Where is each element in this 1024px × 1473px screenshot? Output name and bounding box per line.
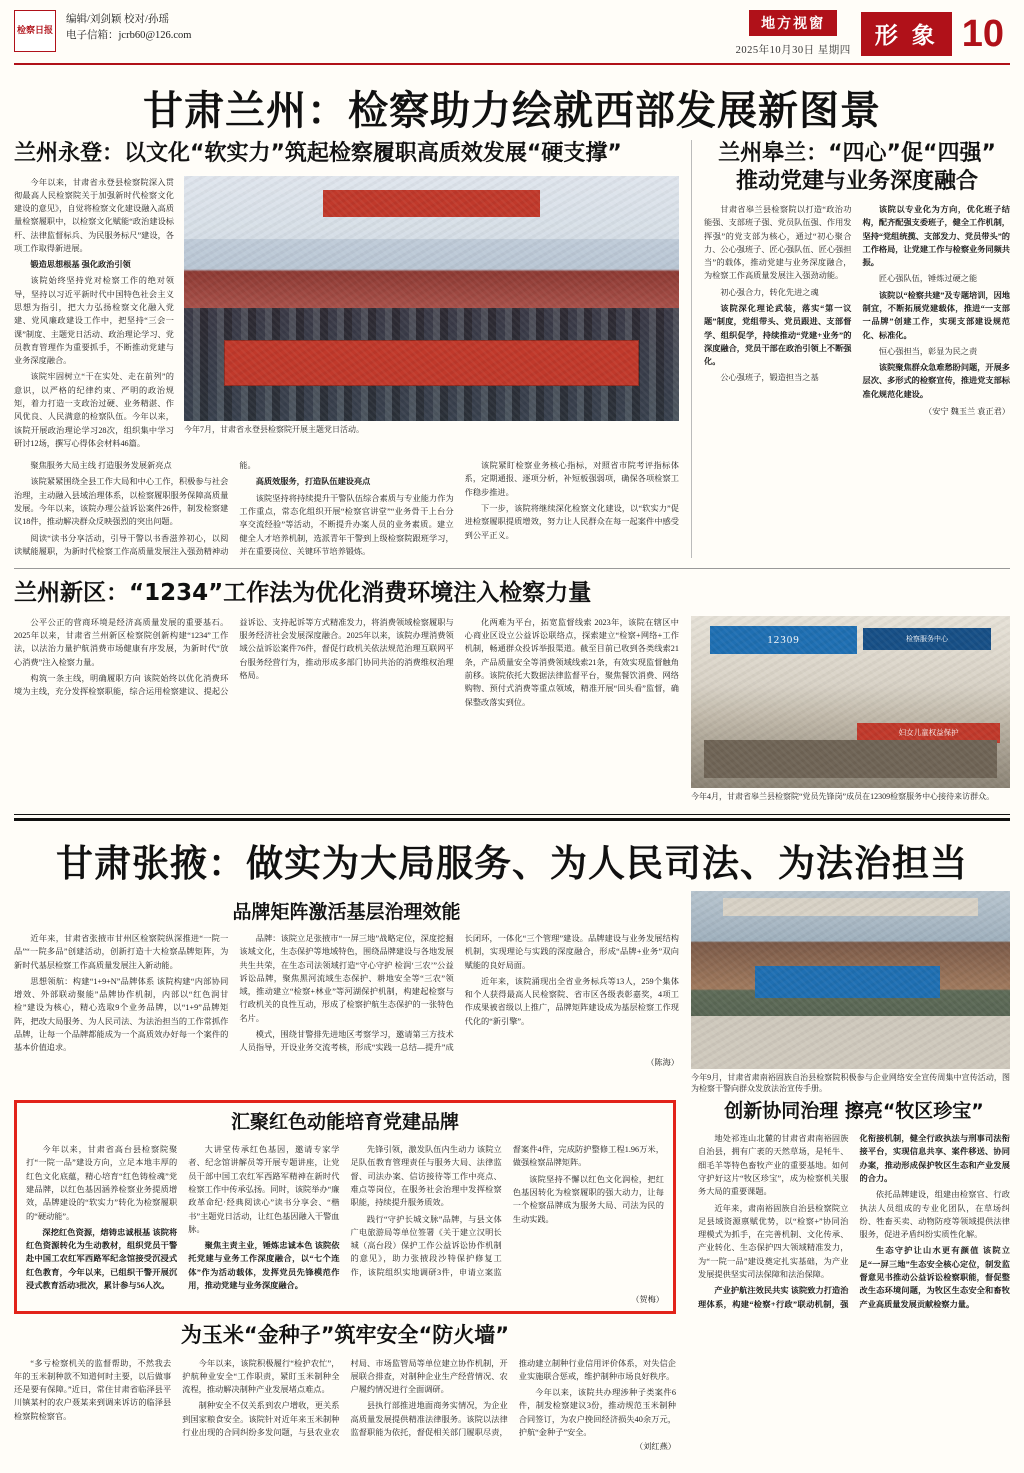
paragraph: 该院牢固树立“干在实处、走在前列”的意识，以严格的纪律约束、严明的政治规矩，着力打造一支政治过硬、业务精湛、作风优良、人民满意的检察队伍。今年以来，该院开展政治理论学习28次，组织集中学习研讨12场，撰写心得体会材料46篇。 <box>14 372 174 448</box>
paragraph: 制种安全不仅关系到农户增收，更关系到国家粮食安全。该院针对近年来玉米制种行业出现的合同纠纷多发问题，与县农业农村局、市场监管局等单位建立协作机制，开展联合排查，对制种企业生产经营情况、农户履约情况进行全面调研。 <box>182 1358 508 1437</box>
redbox-wrapper <box>0 1094 690 1314</box>
paragraph-lead: 该院以“检察共建”及专题培训，因地制宜，不断拓展党建载体，推进“一支部一品牌”创建工作，实现支部建设规范化、标准化。 <box>862 290 1010 340</box>
paragraph: “多亏检察机关的监督帮助，不然我去年的玉米制种款不知道何时主要，以后做事还是要有保障。”近日，常住甘肃省临泽县平川镇某村的农户聂某来到调来诉访的临泽县检察院检察官。 <box>14 1358 172 1421</box>
divider-2 <box>14 814 1010 821</box>
paragraph-lead: 产业护航注效民共实 该院致力打造治理体系，构建“检察+行政”联动机制，强化衔接机制，健全行政执法与刑事司法衔接平台，实现信息共享、案件移送、协同办案，推动形成保护牧区生态和产业发展的合力。 <box>698 1134 1010 1309</box>
story1-left-row <box>14 176 679 454</box>
photo-sign-number: 12309 <box>710 626 857 654</box>
story3-body <box>0 891 1024 1094</box>
editor-line: 编辑/刘剑颖 校对/孙瑶 <box>66 14 169 25</box>
story3-subhead: 品牌矩阵激活基层治理效能 <box>232 901 461 924</box>
photo-12309-service-center <box>691 616 1010 788</box>
paragraph: 初心强合力，转化先进之魂 <box>720 287 819 297</box>
masthead-rule <box>14 63 1010 65</box>
redbox-text <box>26 1143 664 1292</box>
logo-line2: 日报 <box>35 25 54 36</box>
paragraph: 恒心强担当，彰显为民之责 <box>878 346 978 356</box>
paragraph: 该院紧紧围绕全县工作大局和中心工作，积极参与社会治理，主动融入县域治理体系，以检察履职服务保障高质量发展。今年以来，该院办理公益诉讼案件26件，制发检察建议18件，推动解决群众反映强烈的突出问题。 <box>14 477 229 527</box>
newspaper-logo <box>14 10 56 52</box>
paragraph: 公平公正的营商环境是经济高质量发展的重要基石。2025年以来，甘肃省兰州新区检察院创新构建“1234”工作法，以法治力量护航消费市场健康有序发展，为新时代“放心消费”注入检察力量。 <box>14 617 229 667</box>
logo-line1: 检察 <box>16 25 35 36</box>
paragraph: 该院坚持不懈以红色文化润检，把红色基因转化为检察履职的强大动力，让每一个检察品牌成为服务大局、司法为民的生动实践。 <box>512 1174 664 1224</box>
story1-body <box>0 140 1024 558</box>
viewport-tag: 地方视窗 <box>749 10 837 36</box>
story2-photo-block <box>691 616 1010 802</box>
story4-sign: （刘红燕） <box>635 1442 676 1452</box>
redbox-feature <box>14 1100 676 1314</box>
section-badge: 形 象 <box>861 12 952 56</box>
divider-1 <box>14 568 1010 569</box>
paragraph: 构筑一条主线，明确履职方向 该院始终以优化消费环境为主线，充分发挥检察职能，综合运用检察建议、提起公益诉讼、支持起诉等方式精准发力，将消费领域检察履职与服务经济社会发展深度融合。2025年以来，该院办理消费领域公益诉讼案件76件，督促行政机关依法规范治理互联网平台服务经营行为，推动形成多部门协同共治的消费维权治理格局。 <box>14 617 454 697</box>
paragraph: 践行“守护长城文脉”品牌，与县文体广电旅游局等单位签署《关于建立汉明长城（高台段）保护工作公益诉讼协作机制的意见》，助力张掖段沙特保护修复工作，该院组织实地调研3件，申请立案监督案件4件，完成防护整修工程1.96万米，做强检察品牌矩阵。 <box>350 1145 664 1277</box>
viewport-column <box>736 10 851 57</box>
paragraph-lead: 该院以专业化为方向，优化班子结构，配齐配强支委班子，健全工作机制，坚持“党组统揽、支部发力、党员带头”的工作格局，让党建工作与检察业务同频共振。 <box>862 205 1010 268</box>
paragraph: 今年以来，甘肃省高台县检察院聚打“一院一品”建设方向，立足本地丰厚的红色文化底蕴，精心培育“红色铸检魂”党建品牌，以红色基因涵养检察业务提质增效，品牌建设的“软实力”转化为检察履职的“硬动能”。 <box>26 1145 178 1221</box>
story4-head: 为玉米“金种子”筑牢安全“防火墙” <box>180 1323 510 1348</box>
story2-text <box>14 616 679 802</box>
story4 <box>0 1322 690 1452</box>
photo-party-day-activity <box>184 176 679 421</box>
masthead-credits <box>66 10 191 45</box>
paragraph: 下一步，该院将继续深化检察文化建设，以“软实力”促进检察履职提质增效，努力让人民群众在每一起案件中感受到公平正义。 <box>464 503 679 540</box>
story3-headline: 甘肃张掖：做实为大局服务、为人民司法、为法治担当 <box>56 842 968 886</box>
story3-left <box>14 891 679 1094</box>
story1-right-head: 兰州皋兰：“四心”促“四强” 推动党建与业务深度融合 <box>718 141 996 194</box>
paragraph-lead: 该院聚焦群众急难愁盼问题，开展多层次、多形式的检察宣传，推进党支部标准化规范化建设。 <box>862 363 1010 399</box>
paragraph-lead: 深挖红色资源，熔铸忠诚根基 该院将红色资源转化为生动教材，组织党员干警赴中国工农红军西路军纪念馆接受沉浸式红色教育，今年以来，已组织干警开展沉浸式教育活动3批次，累计参与56人次。 <box>26 1227 178 1290</box>
paragraph: 县执行部推进地面商务实情况，为企业高质量发展提供精准法律服务。该院以法律监督职能为依托，督促相关部门履职尽责，推动建立制种行业信用评价体系，对失信企业实施联合惩戒，维护制种市场良好秩序。 <box>350 1358 676 1437</box>
story1-continuation <box>14 459 679 558</box>
story1-left-block <box>14 140 679 558</box>
story4-text <box>14 1357 676 1440</box>
paragraph: 聚焦服务大局主线 打造服务发展新亮点 <box>30 461 172 471</box>
paragraph: 大讲堂传承红色基因，邀请专家学者、纪念馆讲解员等开展专题讲座，让党员干部中国工农红军西路军精神在新时代检察工作中传承弘扬。同时，该院举办“廉政革命纪·经典阅读心”读书分享会、“楷书”主题党日活动，让红色基因融入干警血脉。 <box>188 1145 340 1234</box>
paragraph: 近年来，肃南裕固族自治县检察院立足县域资源禀赋优势，以“检察+”协同治理模式为抓手，在完善机制、文化传承、产业转化、生态保护四大领域精准发力，为“一院一品”建设奠定扎实基础，为产业发展提供坚实司法保障和法治保障。 <box>698 1203 849 1279</box>
paragraph-lead: 该院深化理论武装，落实“第一议题”制度，党组带头、党员跟进、支部督学、组织促学，持续推动“党建+业务”的深度融合，党员干部在政治引领上不断强化。 <box>704 303 852 367</box>
email-line: 电子信箱：jcrb60@126.com <box>66 30 192 42</box>
paragraph: 今年以来，该院共办理涉种子类案件6件，制发检察建议3份，推动规范玉米制种合同签订，为农户挽回经济损失40余万元，护航“金种子”安全。 <box>518 1388 676 1437</box>
paragraph-lead: 聚焦主责主业，锤炼忠诚本色 该院依托党建与业务工作深度融合，以“七个连体”作为活动载体，发挥党员先锋模范作用，推动党建与业务深度融合。 <box>188 1241 340 1290</box>
story2-photo-caption: 今年4月，甘肃省皋兰县检察院“党员先锋岗”成员在12309检察服务中心接待来访群众。 <box>691 791 995 801</box>
paragraph: 今年以来，该院积极履行“检护农忙”，护航种业安全“工作职责，紧盯玉米制种全流程，推动解决制种产业发展堵点难点。 <box>182 1358 340 1395</box>
redbox-sign: （贺梅） <box>631 1295 664 1305</box>
story2 <box>0 579 1024 802</box>
story3-text <box>14 932 679 1055</box>
story1-left-head: 兰州永登：以文化“软实力”筑起检察履职高质效发展“硬支撑” <box>14 141 622 166</box>
story5-head: 创新协同治理 擦亮“牧区珍宝” <box>724 1100 984 1123</box>
paragraph: 模式，围绕甘警排先进地区考察学习，邀请第三方技术人员指导，开设业务交流考核，形成“实践一总结—提升”成长闭环，一体化“三个管理”建设。品牌建设与业务发展结构机制，实现理论与实践的深度融合，形成“品牌+业务”双向赋能的良好局面。 <box>239 934 679 1053</box>
paragraph: 化两难为平台，拓宽监督线索 2023年，该院在辖区中心商业区设立公益诉讼联络点，探索建立“检察+网络+工作机制，畅通群众投诉举报渠道。截至目前已收到各类线索21条，产品质量安全等消费领域线索21条，有效实现监督触角前移。该院依托大数据法律监督平台，聚焦餐饮消费、网络购物、预付式消费等重点领域，精准开展“回头看”监督，确保整改落实到位。 <box>464 617 679 707</box>
story5-block <box>690 1094 1024 1312</box>
paragraph: 该院紧盯检察业务核心指标，对照省市院考评指标体系，定期通报、逐项分析，补短板强弱项，确保各项检察工作稳步推进。 <box>464 461 679 497</box>
story5-text <box>698 1132 1010 1312</box>
story1-right-body <box>704 203 1010 404</box>
paragraph: 近年来，该院涌现出全省业务标兵等13人，259个集体和个人获得最高人民检察院、省市区各级表彰嘉奖，4项工作成果被省级以上推广，品牌矩阵建设成为基层检察工作现代化的“新引擎”。 <box>464 976 679 1026</box>
paragraph: 该院坚持将持续提升干警队伍综合素质与专业能力作为工作重点，常态化组织开展“检察官讲堂”“业务骨干上台分享交流经验”等活动，不断提升办案人员的业务素质。建立健全人才培养机制，选派青年干警到上级检察院跟班学习，并在重要岗位、关键环节培养锻炼。 <box>239 493 454 556</box>
story1-right-block <box>691 140 1010 558</box>
paragraph: 先锋引领，激发队伍内生动力 该院立足队伍教育管理责任与服务大局、法律监督、司法办案、信访接待等工作中亮点、难点等岗位，在服务社会治理中发挥检察职能，持续提升服务质效。 <box>350 1145 502 1208</box>
story1-headline: 甘肃兰州：检察助力绘就西部发展新图景 <box>143 88 881 134</box>
photo-texture <box>184 176 679 421</box>
photo-texture <box>691 616 1010 788</box>
story3-photo-block <box>691 891 1010 1094</box>
paragraph: 地处祁连山北麓的甘肃省肃南裕固族自治县，拥有广袤的天然草场，是牦牛、细毛羊等特色畜牧产业的重要基地。如何守护好这片“牧区珍宝”，成为检察机关服务大局的重要课题。 <box>698 1134 849 1197</box>
paragraph: 品牌：该院立足张掖市“一屏三地”战略定位，深度挖掘该域文化，生态保护等地域特色，围绕品牌建设与各地发展共生共荣，在生态司法领域打造“守心守护 检润‘三农’”公益诉讼品牌，聚焦黑河流域生态保护、耕地安全等“三农”领域，推动建立“检察+林业”等河湖保护机制，构建起检察与行政机关的良性互动，形成了检察护航生态保护的一张特色名片。 <box>239 934 454 1023</box>
paragraph: 匠心强队伍，锤炼过硬之能 <box>878 274 978 284</box>
paragraph: 阅读“读书分享活动，引导干警以书香滋养初心，以阅读赋能履职，为新时代检察工作高质量发展注入强劲精神动能。 <box>14 461 256 556</box>
story1-photo-caption: 今年7月，甘肃省永登县检察院开展主题党日活动。 <box>184 424 364 434</box>
paragraph: 公心强班子，锻造担当之基 <box>720 373 819 383</box>
masthead-section <box>736 10 1010 57</box>
story1-right-sign: （安宁 魏玉兰 袁正君） <box>924 406 1010 416</box>
story1-photo-block <box>184 176 679 454</box>
photo-cybersecurity-campaign <box>691 891 1010 1069</box>
lower-section <box>0 1094 1024 1314</box>
issue-date: 2025年10月30日 星期四 <box>735 45 851 56</box>
paragraph: 该院始终坚持党对检察工作的绝对领导，坚持以习近平新时代中国特色社会主义思想为指引，把大力弘扬检察文化融入党建、党风廉政建设工作中，把坚持“三会一课”制度、主题党日活动、政治理论学习、党员教育管理作为重要抓手，不断推动党建与业务深度融合。 <box>14 276 174 366</box>
photo-sign-label: 检察服务中心 <box>863 628 991 650</box>
paragraph: 甘肃省皋兰县检察院以打造“政治功能强、支部班子强、党员队伍强、作用发挥强”的党支部为核心，通过“初心聚合力、公心强班子、匠心强队伍、匠心强担当”的载体，推动党建与业务深度融合，为检察工作高质量发展注入强劲动能。 <box>704 205 852 281</box>
story1-col-a <box>14 176 174 454</box>
paragraph: 依托品牌建设，组建由检察官、行政执法人员组成的专业化团队，在草场纠纷、牲畜买卖、动物防疫等领域提供法律服务，促进矛盾纠纷实质性化解。 <box>859 1190 1010 1240</box>
story2-row <box>14 616 1010 802</box>
story2-head: 兰州新区：“1234”工作法为优化消费环境注入检察力量 <box>14 580 592 607</box>
photo-banner-text: 妇女儿童权益保护 <box>857 723 1001 744</box>
paragraph-lead: 生态守护让山水更有颜值 该院立足“一屏三地”生态安全核心定位，制发监督意见书推动公益诉讼检察职能，督促整改生态环境问题，为牧区生态安全和畜牧产业高质量发展贡献检察力量。 <box>859 1246 1010 1309</box>
paragraph-lead: 高质效服务，打造队伍建设亮点 <box>255 477 371 487</box>
paragraph: 今年以来，甘肃省永登县检察院深入贯彻最高人民检察院关于加强新时代检察文化建设的意见》，自觉将检察文化建设融入高质量检察履职中，以检察文化赋能“政治建设标杆、法律监督标兵、为民服务标尺”建设，各项工作取得新进展。 <box>14 177 174 253</box>
paragraph-lead: 锻造思想根基 强化政治引领 <box>30 260 131 270</box>
masthead <box>0 0 1024 61</box>
page-number: 10 <box>961 12 1004 55</box>
paragraph: 思想领航：构建“1+9+N”品牌体系 该院构建“内部协同增效、外部联动聚能”品牌协作机制，内部以“红色润甘检”建设为核心，精心选取9个业务品牌，以“1+9”品牌矩阵，把改大局服务、为人民司法、为法治担当的工作常抓作品牌，让每一个品牌都能成为一个高质效办好每一个案件的基本价值追求。 <box>14 976 229 1053</box>
story3-sign: （陈海） <box>646 1057 679 1067</box>
paragraph: 近年来，甘肃省张掖市甘州区检察院纵深推进“一院一品”“一院多品”创建活动，创新打造十大检察品牌矩阵，为新时代基层检察工作高质量发展注入新动能。 <box>14 934 229 970</box>
story3-photo-caption: 今年9月，甘肃省肃南裕固族自治县检察院积极参与企业网络安全宣传周集中宣传活动，图为检察干警向群众发放法治宣传手册。 <box>691 1073 1010 1094</box>
redbox-head: 汇聚红色动能培育党建品牌 <box>230 1111 459 1134</box>
photo-texture <box>691 891 1010 1069</box>
